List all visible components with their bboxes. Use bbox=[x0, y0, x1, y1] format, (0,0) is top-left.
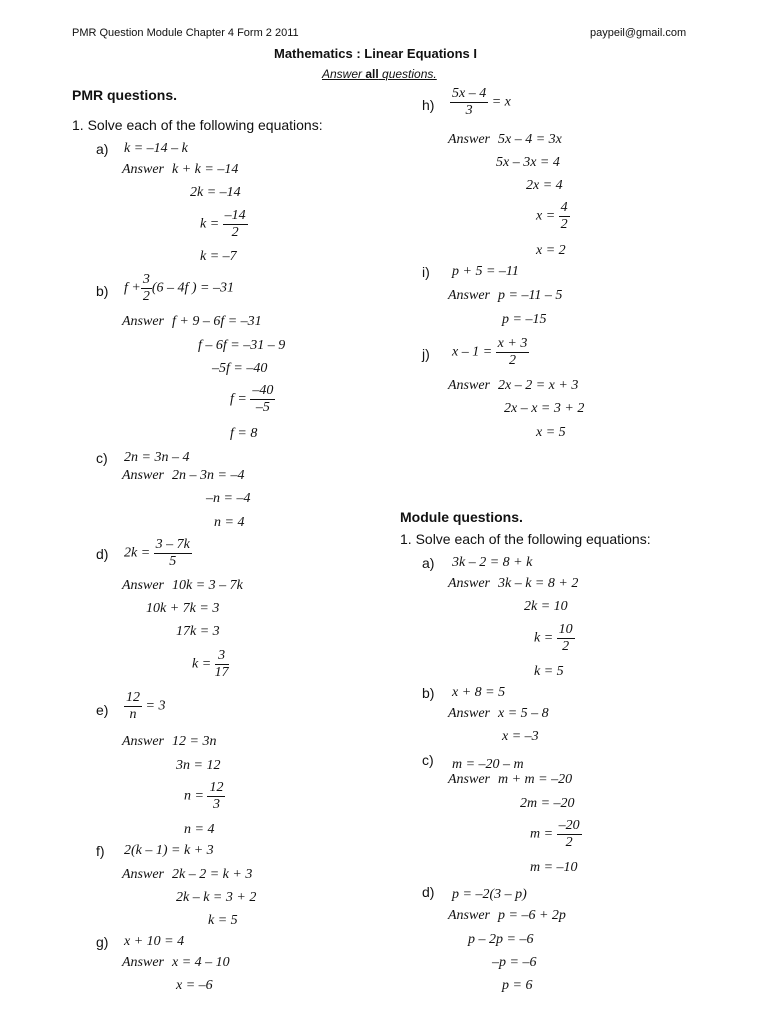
pmr-c-step-1: Answer 2n – 3n = –4 bbox=[122, 468, 245, 483]
module-c-question: m = –20 – m bbox=[452, 757, 524, 772]
module-a-step-3: k = $\frac{10}{2}$ bbox=[534, 622, 573, 654]
pmr-f-step-2: 2k – k = 3 + 2 bbox=[176, 890, 257, 905]
pmr-d-step-1: Answer 10k = 3 – 7k bbox=[122, 578, 243, 593]
pmr-e-step-3: n = $\frac{12}{3}$ bbox=[184, 780, 224, 812]
module-d-step-3: –p = –6 bbox=[492, 955, 537, 970]
page-subtitle: Answer all questions. bbox=[322, 67, 437, 81]
pmr-h-step-2: 5x – 3x = 4 bbox=[496, 155, 560, 170]
pmr-b-question: f + $\frac{3}{2}$ (6 – 4f ) = –31 bbox=[124, 272, 235, 304]
module-a-label: a) bbox=[422, 555, 435, 571]
pmr-d-label: d) bbox=[96, 546, 109, 562]
pmr-f-step-3: k = 5 bbox=[208, 913, 238, 928]
pmr-e-label: e) bbox=[96, 702, 109, 718]
pmr-j-step-2: 2x – x = 3 + 2 bbox=[504, 401, 585, 416]
pmr-g-step-2: x = –6 bbox=[176, 978, 213, 993]
pmr-i-question: p + 5 = –11 bbox=[452, 264, 519, 279]
pmr-c-label: c) bbox=[96, 450, 108, 466]
module-d-step-1: Answer p = –6 + 2p bbox=[448, 908, 566, 923]
pmr-c-step-3: n = 4 bbox=[214, 515, 245, 530]
module-heading: Module questions. bbox=[400, 509, 523, 525]
module-c-step-3: m = $\frac{-20}{2}$ bbox=[530, 818, 580, 850]
header-email: paypeil@gmail.com bbox=[590, 27, 687, 39]
pmr-h-step-4: x = $\frac{4}{2}$ bbox=[536, 200, 568, 232]
pmr-j-step-1: Answer 2x – 2 = x + 3 bbox=[448, 378, 579, 393]
module-c-label: c) bbox=[422, 752, 434, 768]
pmr-a-step-3: k = $\frac{-14}{2}$ bbox=[200, 208, 246, 240]
module-d-step-2: p – 2p = –6 bbox=[468, 932, 534, 947]
pmr-f-label: f) bbox=[96, 843, 105, 859]
module-b-step-1: Answer x = 5 – 8 bbox=[448, 706, 549, 721]
pmr-b-step-3: –5f = –40 bbox=[212, 361, 268, 376]
pmr-a-question: k = –14 – k bbox=[124, 141, 188, 156]
module-a-step-2: 2k = 10 bbox=[524, 599, 568, 614]
pmr-a-step-1: Answer k + k = –14 bbox=[122, 162, 239, 177]
pmr-d-question: 2k = $\frac{3 - 7k}{5}$ bbox=[124, 537, 190, 569]
pmr-instruction: 1. Solve each of the following equations: bbox=[72, 117, 323, 133]
module-c-step-2: 2m = –20 bbox=[520, 796, 575, 811]
pmr-h-label: h) bbox=[422, 97, 435, 113]
module-a-question: 3k – 2 = 8 + k bbox=[452, 555, 533, 570]
pmr-heading: PMR questions. bbox=[72, 87, 178, 103]
module-b-label: b) bbox=[422, 685, 435, 701]
pmr-a-step-4: k = –7 bbox=[200, 249, 237, 264]
module-c-step-1: Answer m + m = –20 bbox=[448, 772, 573, 787]
pmr-i-label: i) bbox=[422, 264, 430, 280]
pmr-h-step-1: Answer 5x – 4 = 3x bbox=[448, 132, 562, 147]
pmr-g-label: g) bbox=[96, 934, 109, 950]
pmr-d-step-3: 17k = 3 bbox=[176, 624, 220, 639]
module-a-step-1: Answer 3k – k = 8 + 2 bbox=[448, 576, 579, 591]
pmr-b-step-1: Answer f + 9 – 6f = –31 bbox=[122, 314, 262, 329]
pmr-j-step-3: x = 5 bbox=[536, 425, 566, 440]
page-title: Mathematics : Linear Equations I bbox=[274, 46, 477, 61]
module-b-step-2: x = –3 bbox=[502, 729, 539, 744]
pmr-b-label: b) bbox=[96, 283, 109, 299]
module-c-step-4: m = –10 bbox=[530, 860, 578, 875]
pmr-b-step-5: f = 8 bbox=[230, 426, 258, 441]
pmr-i-step-1: Answer p = –11 – 5 bbox=[448, 288, 563, 303]
pmr-e-step-4: n = 4 bbox=[184, 822, 215, 837]
pmr-d-step-2: 10k + 7k = 3 bbox=[146, 601, 220, 616]
pmr-e-step-2: 3n = 12 bbox=[176, 758, 221, 773]
pmr-i-step-2: p = –15 bbox=[502, 312, 547, 327]
pmr-b-step-2: f – 6f = –31 – 9 bbox=[198, 338, 286, 353]
header-module-info: PMR Question Module Chapter 4 Form 2 2011 bbox=[72, 27, 299, 39]
pmr-g-question: x + 10 = 4 bbox=[124, 934, 185, 949]
pmr-g-step-1: Answer x = 4 – 10 bbox=[122, 955, 230, 970]
pmr-e-step-1: Answer 12 = 3n bbox=[122, 734, 217, 749]
module-d-step-4: p = 6 bbox=[502, 978, 533, 993]
pmr-j-question: x – 1 = $\frac{x + 3}{2}$ bbox=[452, 336, 528, 368]
pmr-a-label: a) bbox=[96, 141, 109, 157]
pmr-e-question: $\frac{12}{n}$ = 3 bbox=[126, 690, 166, 722]
pmr-h-question: $\frac{5x - 4}{3}$ = x bbox=[452, 86, 511, 118]
module-d-question: p = –2(3 – p) bbox=[452, 887, 527, 902]
module-d-label: d) bbox=[422, 884, 435, 900]
pmr-c-step-2: –n = –4 bbox=[206, 491, 251, 506]
pmr-d-step-4: k = $\frac{3}{17}$ bbox=[192, 648, 229, 680]
module-instruction: 1. Solve each of the following equations: bbox=[400, 531, 651, 547]
module-b-question: x + 8 = 5 bbox=[452, 685, 506, 700]
pmr-a-step-2: 2k = –14 bbox=[190, 185, 241, 200]
pmr-c-question: 2n = 3n – 4 bbox=[124, 450, 190, 465]
pmr-j-label: j) bbox=[422, 346, 430, 362]
module-a-step-4: k = 5 bbox=[534, 664, 564, 679]
pmr-h-step-5: x = 2 bbox=[536, 243, 566, 258]
pmr-b-step-4: f = $\frac{-40}{-5}$ bbox=[230, 383, 274, 415]
pmr-f-question: 2(k – 1) = k + 3 bbox=[124, 843, 214, 858]
pmr-h-step-3: 2x = 4 bbox=[526, 178, 563, 193]
pmr-f-step-1: Answer 2k – 2 = k + 3 bbox=[122, 867, 253, 882]
